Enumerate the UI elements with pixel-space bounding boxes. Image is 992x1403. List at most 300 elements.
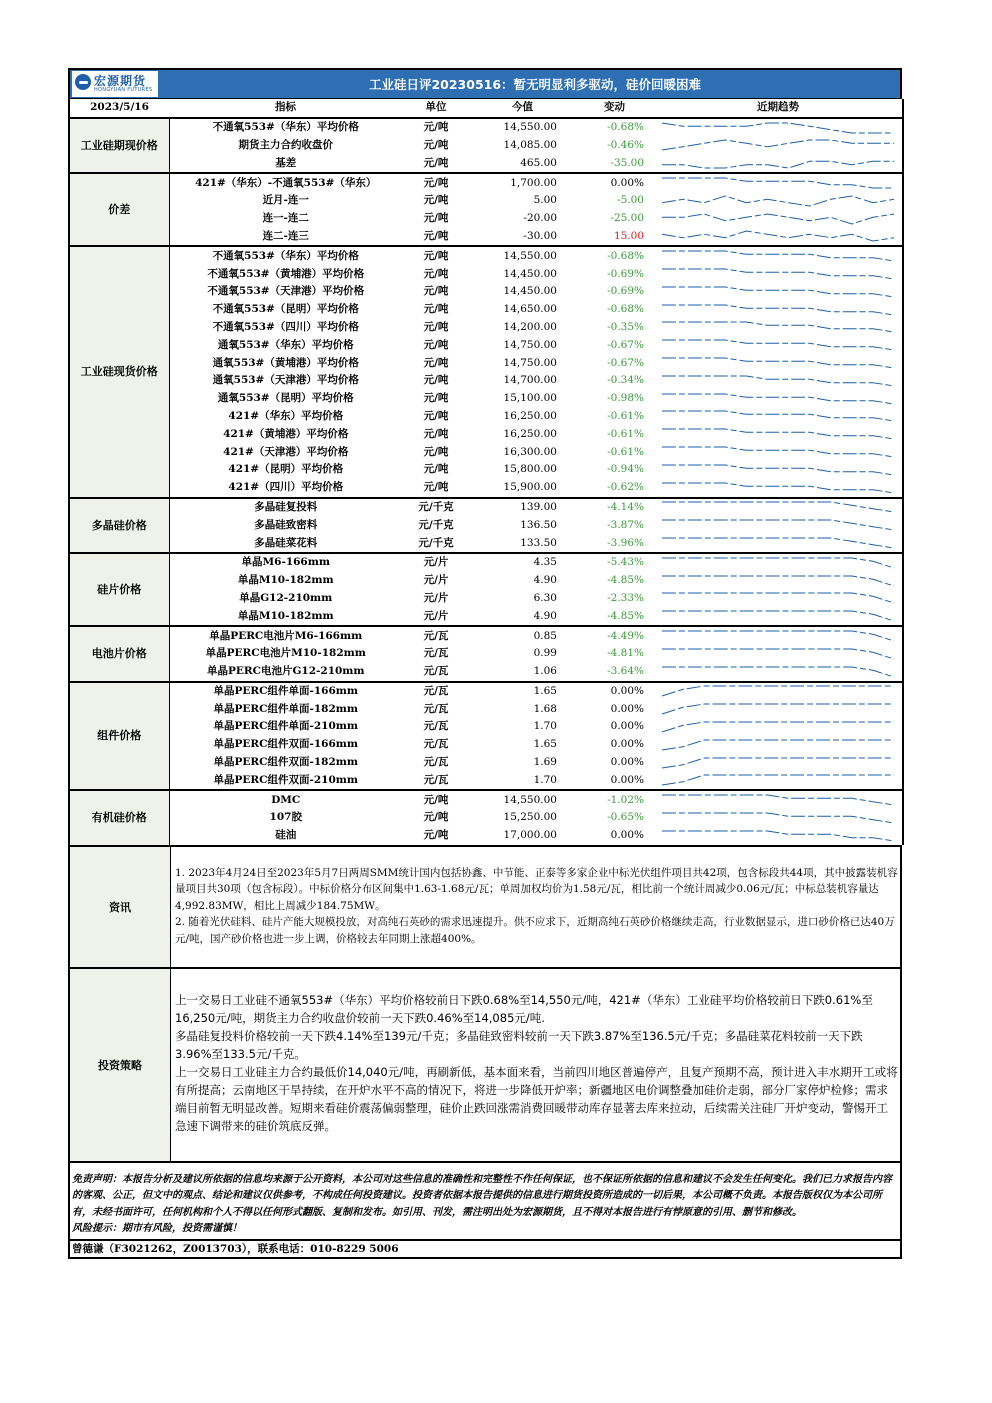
table-row	[69, 192, 903, 210]
unit-cell: 元/吨	[423, 356, 449, 369]
unit-cell: 元/千克	[418, 536, 454, 549]
value-cell: 4.90	[533, 574, 557, 587]
trend-sparkline	[654, 301, 903, 319]
value-cell: 6.30	[533, 591, 557, 604]
disclaimer-text: 免责声明：本报告分析及建议所依据的信息均来源于公开资料，本公司对这些信息的准确性和完整性不作任何保证，也不保证所依据的信息和建议不会发生任何变化。我们已力求报告内容的客观、公正，但文中的观点、结论和建议仅供参考，不构成任何投资建议。投资者依据本报告提供的信息进行期货投资所造成的一切后果，本公司概不负责。本报告版权仅为本公司所有，未经书面许可，任何机构和个人不得以任何形式翻版、复制和发布。如引用、刊发，需注明出处为宏源期货，且不得对本报告进行有悖原意的引用、删节和修改。	[72, 1173, 892, 1218]
unit-cell: 元/千克	[418, 518, 454, 531]
value-cell: -20.00	[523, 212, 557, 225]
table-row	[69, 790, 903, 809]
table-row	[69, 682, 903, 701]
value-cell: 465.00	[520, 156, 557, 169]
table-row	[69, 461, 903, 479]
change-cell: -5.00	[617, 194, 644, 207]
indicator-name: 单晶M10-182mm	[237, 609, 334, 622]
indicator-name: 不通氧553#（昆明）平均价格	[212, 303, 359, 316]
indicator-name: 多晶硅致密料	[254, 518, 318, 531]
unit-cell: 元/千克	[402, 498, 470, 517]
value-cell: 17,000.00	[503, 829, 557, 842]
table-row	[69, 771, 903, 790]
unit-cell: 元/吨	[423, 267, 449, 280]
indicator-name: 单晶PERC电池片M10-182mm	[205, 647, 366, 660]
indicator-name: 421#（黄埔港）平均价格	[223, 427, 349, 440]
sparkline-chart	[660, 229, 896, 243]
table-row	[69, 754, 903, 772]
unit-cell: 元/吨	[423, 392, 449, 405]
sparkline-series	[662, 231, 894, 241]
indicator-name: 不通氧553#（黄埔港）平均价格	[207, 267, 365, 280]
value-cell: 14,750.00	[503, 356, 557, 369]
company-logo	[72, 71, 158, 97]
indicator-name: 不通氧553#（华东）平均价格	[169, 118, 402, 137]
value-cell: 14,550.00	[470, 790, 575, 809]
unit-cell: 元/吨	[423, 427, 449, 440]
sparkline-chart	[660, 356, 896, 370]
unit-cell: 元/吨	[402, 118, 470, 137]
strategy-category: 投资策略	[70, 969, 171, 1161]
trend-sparkline	[654, 682, 903, 701]
trend-sparkline	[654, 607, 903, 626]
unit-cell: 元/瓦	[423, 702, 449, 715]
sparkline-chart	[660, 665, 896, 679]
value-cell: 15,800.00	[503, 463, 557, 476]
change-cell: -0.67%	[607, 338, 644, 351]
trend-sparkline	[654, 137, 903, 155]
change-cell: 0.00%	[610, 720, 644, 733]
change-cell: 0.00%	[610, 756, 644, 769]
trend-sparkline	[654, 771, 903, 790]
value-cell: 4.90	[533, 609, 557, 622]
table-row	[69, 372, 903, 390]
change-cell: -25.00	[610, 212, 644, 225]
change-cell: -0.34%	[607, 374, 644, 387]
sparkline-chart	[660, 392, 896, 406]
trend-sparkline	[654, 626, 903, 645]
strategy-section	[68, 967, 902, 1161]
sparkline-series	[662, 269, 894, 279]
change-cell: 15.00	[613, 229, 644, 242]
change-cell: -4.85%	[607, 609, 644, 622]
sparkline-series	[662, 287, 894, 297]
sparkline-series	[662, 686, 894, 696]
value-cell: 16,250.00	[503, 409, 557, 422]
trend-sparkline	[654, 210, 903, 228]
unit-cell: 元/吨	[423, 409, 449, 422]
category-label: 硅片价格	[69, 553, 169, 626]
sparkline-chart	[660, 647, 896, 661]
strategy-paragraph: 多晶硅复投料价格较前一天下跌4.14%至139元/千克；多晶硅致密料较前一天下跌3.87%至136.5元/千克；多晶硅菜花料较前一天下跌3.96%至133.5元/千克。	[175, 1028, 863, 1061]
change-cell: -1.02%	[575, 790, 654, 809]
trend-sparkline	[654, 718, 903, 736]
indicator-name: 通氧553#（黄埔港）平均价格	[212, 356, 359, 369]
indicator-name: 单晶PERC电池片G12-210mm	[206, 665, 365, 678]
trend-sparkline	[654, 192, 903, 210]
table-row	[69, 301, 903, 319]
category-label: 多晶硅价格	[69, 498, 169, 553]
unit-cell: 元/吨	[423, 374, 449, 387]
unit-cell: 元/瓦	[423, 720, 449, 733]
unit-cell: 元/吨	[423, 829, 449, 842]
value-cell: 14,550.00	[470, 118, 575, 137]
value-cell: 14,450.00	[503, 267, 557, 280]
unit-cell: 元/瓦	[423, 665, 449, 678]
table-row	[69, 534, 903, 553]
sparkline-series	[662, 178, 894, 188]
table-row	[69, 626, 903, 645]
sparkline-series	[662, 465, 894, 475]
risk-warning: 风险提示：期市有风险，投资需谨慎！	[72, 1223, 242, 1235]
indicator-name: 不通氧553#（华东）平均价格	[169, 246, 402, 265]
trend-sparkline	[654, 663, 903, 682]
value-cell: 1.70	[533, 720, 557, 733]
value-cell: 1.65	[470, 682, 575, 701]
trend-sparkline	[654, 443, 903, 461]
sparkline-series	[662, 411, 894, 421]
value-cell: 16,300.00	[503, 445, 557, 458]
table-row	[69, 809, 903, 827]
sparkline-series	[662, 429, 894, 439]
table-row	[69, 425, 903, 443]
value-cell: 14,200.00	[503, 320, 557, 333]
change-cell: -0.61%	[607, 445, 644, 458]
sparkline-chart	[660, 738, 896, 752]
unit-cell: 元/吨	[423, 463, 449, 476]
unit-cell: 元/吨	[423, 811, 449, 824]
value-cell: 14,085.00	[503, 138, 557, 151]
value-cell: 15,900.00	[503, 481, 557, 494]
change-cell: -0.67%	[607, 356, 644, 369]
table-row	[69, 354, 903, 372]
trend-sparkline	[654, 516, 903, 534]
indicator-name: 不通氧553#（四川）平均价格	[212, 320, 359, 333]
table-row	[69, 173, 903, 192]
sparkline-series	[662, 502, 894, 512]
table-row	[69, 736, 903, 754]
sparkline-series	[662, 593, 894, 603]
change-cell: -0.61%	[607, 409, 644, 422]
category-label: 工业硅期现价格	[69, 118, 169, 173]
value-cell: 1.69	[533, 756, 557, 769]
sparkline-chart	[660, 629, 896, 643]
value-cell: 1.06	[533, 665, 557, 678]
sparkline-series	[662, 740, 894, 750]
value-cell: 0.85	[470, 626, 575, 645]
trend-sparkline	[654, 553, 903, 572]
trend-sparkline	[654, 754, 903, 772]
sparkline-chart	[660, 285, 896, 299]
indicator-name: 421#（华东）-不通氧553#（华东）	[169, 173, 402, 192]
table-row	[69, 827, 903, 845]
sparkline-chart	[660, 829, 896, 843]
sparkline-chart	[660, 176, 896, 190]
value-cell: 1.70	[533, 773, 557, 786]
change-cell: -0.65%	[607, 811, 644, 824]
unit-cell: 元/吨	[423, 338, 449, 351]
table-row	[69, 590, 903, 608]
indicator-name: 单晶PERC组件双面-182mm	[213, 756, 358, 769]
sparkline-series	[662, 340, 894, 350]
change-cell: -3.64%	[607, 665, 644, 678]
sparkline-chart	[660, 574, 896, 588]
indicator-name: 单晶PERC组件单面-166mm	[169, 682, 402, 701]
logo-mark-icon	[75, 74, 91, 90]
unit-cell: 元/吨	[423, 212, 449, 225]
trend-sparkline	[654, 173, 903, 192]
strategy-paragraph: 上一交易日工业硅不通氧553#（华东）平均价格较前日下跌0.68%至14,550元/吨，421#（华东）工业硅平均价格较前日下跌0.61%至16,250元/吨，期货主力合约收盘价较前一天下跌0.46%至14,085元/吨.	[175, 992, 873, 1025]
table-row	[69, 154, 903, 173]
change-cell: 0.00%	[610, 829, 644, 842]
indicator-name: 基差	[275, 156, 297, 169]
sparkline-chart	[660, 793, 896, 807]
trend-sparkline	[654, 425, 903, 443]
sparkline-chart	[660, 756, 896, 770]
table-row	[69, 265, 903, 283]
trend-sparkline	[654, 118, 903, 137]
trend-sparkline	[654, 479, 903, 498]
sparkline-chart	[660, 591, 896, 605]
unit-cell: 元/吨	[423, 156, 449, 169]
change-cell: 0.00%	[610, 773, 644, 786]
sparkline-series	[662, 123, 894, 133]
sparkline-chart	[660, 720, 896, 734]
sparkline-series	[662, 813, 894, 823]
change-cell: -35.00	[610, 156, 644, 169]
logo-subtext: HONGYUAN FUTURES	[94, 87, 153, 93]
table-row	[69, 607, 903, 626]
category-label: 工业硅现货价格	[69, 246, 169, 497]
unit-cell: 元/吨	[423, 303, 449, 316]
sparkline-chart	[660, 536, 896, 550]
change-cell: -4.49%	[575, 626, 654, 645]
table-row	[69, 408, 903, 426]
unit-cell: 元/吨	[423, 320, 449, 333]
sparkline-chart	[660, 463, 896, 477]
header-trend: 近期趋势	[654, 99, 903, 118]
change-cell: -5.43%	[575, 553, 654, 572]
indicator-name: 单晶PERC组件双面-210mm	[213, 773, 358, 786]
trend-sparkline	[654, 319, 903, 337]
sparkline-series	[662, 447, 894, 457]
sparkline-series	[662, 631, 894, 641]
trend-sparkline	[654, 246, 903, 265]
value-cell: 14,750.00	[503, 338, 557, 351]
indicator-name: 通氧553#（华东）平均价格	[217, 338, 354, 351]
sparkline-chart	[660, 249, 896, 263]
indicator-name: 单晶G12-210mm	[239, 591, 333, 604]
sparkline-chart	[660, 138, 896, 152]
sparkline-chart	[660, 556, 896, 570]
category-label: 电池片价格	[69, 626, 169, 681]
unit-cell: 元/片	[423, 574, 449, 587]
unit-cell: 元/片	[423, 609, 449, 622]
trend-sparkline	[654, 372, 903, 390]
indicator-name: 107胶	[269, 811, 302, 824]
change-cell: -0.68%	[575, 246, 654, 265]
sparkline-series	[662, 214, 894, 224]
report-sheet	[68, 68, 902, 1259]
change-cell: 0.00%	[610, 738, 644, 751]
sparkline-chart	[660, 684, 896, 698]
sparkline-chart	[660, 156, 896, 170]
unit-cell: 元/吨	[423, 481, 449, 494]
news-item: 2. 随着光伏硅料、硅片产能大规模投放，对高纯石英砂的需求迅速提升。供不应求下，近期高纯石英砂价格继续走高，行业数据显示，进口砂价格已达40万元/吨，国产砂价格也进一步上调，价格较去年同期上涨超400%。	[175, 916, 895, 945]
value-cell: 133.50	[520, 536, 557, 549]
change-cell: -4.14%	[575, 498, 654, 517]
trend-sparkline	[654, 534, 903, 553]
unit-cell: 元/吨	[423, 138, 449, 151]
table-body	[69, 118, 903, 845]
value-cell: -30.00	[523, 229, 557, 242]
sparkline-series	[662, 558, 894, 568]
value-cell: 139.00	[470, 498, 575, 517]
sparkline-chart	[660, 811, 896, 825]
trend-sparkline	[654, 736, 903, 754]
sparkline-series	[662, 758, 894, 768]
indicator-name: 连二-连三	[262, 229, 309, 242]
unit-cell: 元/瓦	[402, 682, 470, 701]
sparkline-chart	[660, 609, 896, 623]
news-section	[68, 845, 902, 967]
unit-cell: 元/瓦	[423, 738, 449, 751]
change-cell: -0.69%	[607, 285, 644, 298]
sparkline-series	[662, 649, 894, 659]
sparkline-series	[662, 611, 894, 621]
sparkline-chart	[660, 303, 896, 317]
table-row	[69, 319, 903, 337]
sparkline-chart	[660, 702, 896, 716]
indicator-name: 421#（华东）平均价格	[228, 409, 344, 422]
value-cell: 15,100.00	[503, 392, 557, 405]
table-row	[69, 118, 903, 137]
sparkline-series	[662, 376, 894, 386]
disclaimer	[68, 1161, 902, 1241]
trend-sparkline	[654, 790, 903, 809]
indicator-name: DMC	[169, 790, 402, 809]
sparkline-chart	[660, 374, 896, 388]
category-label: 有机硅价格	[69, 790, 169, 844]
table-row	[69, 479, 903, 498]
sparkline-series	[662, 722, 894, 732]
change-cell: 0.00%	[575, 682, 654, 701]
value-cell: 0.99	[533, 647, 557, 660]
table-row	[69, 700, 903, 718]
value-cell: 14,550.00	[470, 246, 575, 265]
sparkline-series	[662, 831, 894, 841]
sparkline-chart	[660, 773, 896, 787]
indicator-name: 多晶硅菜花料	[254, 536, 318, 549]
table-header	[69, 99, 903, 118]
sparkline-chart	[660, 121, 896, 135]
trend-sparkline	[654, 354, 903, 372]
table-row	[69, 137, 903, 155]
logo-text: 宏源期货	[94, 74, 147, 88]
change-cell: -0.98%	[607, 392, 644, 405]
sparkline-series	[662, 483, 894, 493]
title-bar	[68, 68, 902, 99]
indicator-name: 近月-连一	[262, 194, 309, 207]
trend-sparkline	[654, 228, 903, 247]
sparkline-series	[662, 251, 894, 261]
trend-sparkline	[654, 336, 903, 354]
trend-sparkline	[654, 827, 903, 845]
table-row	[69, 663, 903, 682]
indicator-name: 多晶硅复投料	[169, 498, 402, 517]
sparkline-series	[662, 322, 894, 332]
sparkline-series	[662, 394, 894, 404]
report-title: 工业硅日评20230516：暂无明显利多驱动，硅价回暖困难	[368, 77, 702, 92]
sparkline-series	[662, 520, 894, 530]
unit-cell: 元/瓦	[402, 626, 470, 645]
trend-sparkline	[654, 390, 903, 408]
trend-sparkline	[654, 700, 903, 718]
header-today: 今值	[470, 99, 575, 118]
header-change: 变动	[575, 99, 654, 118]
unit-cell: 元/吨	[423, 285, 449, 298]
indicator-name: 通氧553#（天津港）平均价格	[212, 374, 359, 387]
sparkline-chart	[660, 518, 896, 532]
value-cell: 1.65	[533, 738, 557, 751]
indicator-name: 硅油	[275, 829, 297, 842]
value-cell: 1,700.00	[470, 173, 575, 192]
value-cell: 1.68	[533, 702, 557, 715]
indicator-name: 单晶M10-182mm	[237, 574, 334, 587]
change-cell: -2.33%	[607, 591, 644, 604]
indicator-name: 期货主力合约收盘价	[238, 138, 333, 151]
sparkline-chart	[660, 194, 896, 208]
unit-cell: 元/片	[402, 553, 470, 572]
change-cell: -0.68%	[607, 303, 644, 316]
table-row	[69, 572, 903, 590]
unit-cell: 元/吨	[402, 790, 470, 809]
trend-sparkline	[654, 408, 903, 426]
table-row	[69, 246, 903, 265]
unit-cell: 元/吨	[423, 194, 449, 207]
indicator-name: 421#（天津港）平均价格	[223, 445, 349, 458]
unit-cell: 元/吨	[402, 173, 470, 192]
table-row	[69, 228, 903, 247]
header-unit: 单位	[402, 99, 470, 118]
trend-sparkline	[654, 590, 903, 608]
sparkline-chart	[660, 481, 896, 495]
trend-sparkline	[654, 154, 903, 173]
sparkline-series	[662, 140, 894, 150]
indicator-name: 单晶PERC组件双面-166mm	[213, 738, 358, 751]
value-cell: 16,250.00	[503, 427, 557, 440]
trend-sparkline	[654, 265, 903, 283]
unit-cell: 元/瓦	[423, 773, 449, 786]
unit-cell: 元/瓦	[423, 756, 449, 769]
sparkline-series	[662, 538, 894, 548]
value-cell: 136.50	[520, 518, 557, 531]
sparkline-series	[662, 162, 894, 169]
sparkline-chart	[660, 427, 896, 441]
trend-sparkline	[654, 498, 903, 517]
category-label: 价差	[69, 173, 169, 246]
indicator-name: 421#（四川）平均价格	[228, 481, 344, 494]
change-cell: -0.69%	[607, 267, 644, 280]
change-cell: -0.35%	[607, 320, 644, 333]
sparkline-chart	[660, 338, 896, 352]
trend-sparkline	[654, 572, 903, 590]
news-content	[171, 847, 900, 967]
table-row	[69, 390, 903, 408]
sparkline-series	[662, 196, 894, 206]
change-cell: 0.00%	[575, 173, 654, 192]
trend-sparkline	[654, 461, 903, 479]
sparkline-series	[662, 795, 894, 805]
indicator-name: 421#（昆明）平均价格	[228, 463, 344, 476]
news-item: 1. 2023年4月24日至2023年5月7日两周SMM统计国内包括协鑫、中节能、正泰等多家企业中标光伏组件项目共42项，包含标段共44项，其中披露装机容量项目共30项（包含标段）。中标价格分布区间集中1.63-1.68元/瓦；单周加权均价为1.58元/瓦，相比前一个统计周减少0.06元/瓦；中标总装机容量达4,992.83MW，相比上周减少184.75MW。	[175, 866, 898, 912]
indicator-name: 单晶PERC电池片M6-166mm	[169, 626, 402, 645]
